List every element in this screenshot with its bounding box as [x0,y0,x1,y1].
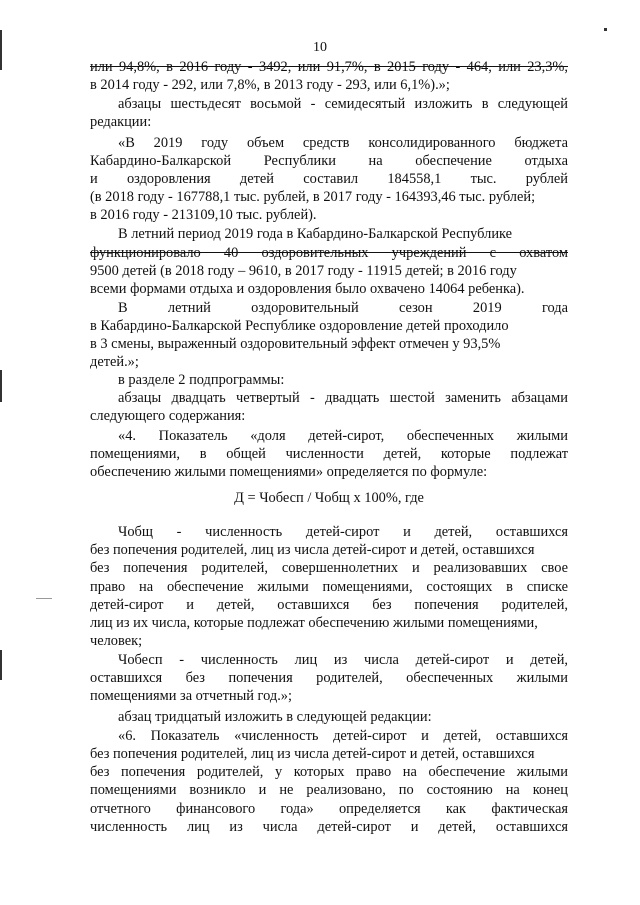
text-line: В летний оздоровительный сезон 2019 года [118,300,568,316]
text-line: Чобесп - численность лиц из числа детей-сирот и детей, [118,652,568,668]
scan-mark-left-dots [36,598,52,599]
text-line: абзац тридцатый изложить в следующей редакции: [118,709,432,725]
text-line: или 94,8%, в 2016 году - 3492, или 91,7%, в 2015 году - 464, или 23,3%, [90,59,568,75]
text-line: помещениями, в общей численности детей, которые подлежат [90,446,568,462]
text-line: в разделе 2 подпрограммы: [118,372,285,388]
text-line: «6. Показатель «численность детей-сирот и детей, оставшихся [118,728,568,744]
text-line: оставшихся без попечения родителей, обеспеченных жилыми [90,670,568,686]
text-line: право на обеспечение жилыми помещениями, состоящих в списке [90,579,568,595]
scan-mark-left-top [0,30,2,70]
text-line: Кабардино-Балкарской Республики на обеспечение отдыха [90,153,568,169]
text-line: численность лиц из числа детей-сирот и детей, оставшихся [90,819,568,835]
text-line: человек; [90,633,143,649]
text-line: следующего содержания: [90,408,246,424]
text-line: абзацы шестьдесят восьмой - семидесятый изложить в следующей [118,96,568,112]
text-line: «4. Показатель «доля детей-сирот, обеспеченных жилыми [118,428,568,444]
text-line: в Кабардино-Балкарской Республике оздоровление детей проходило [90,318,509,334]
text-line: обеспечению жилыми помещениями» определяется по формуле: [90,464,488,480]
scan-mark-left-low [0,650,2,680]
text-line: Д = Чобесп / Чобщ x 100%, где [234,490,424,506]
text-line: лиц из их числа, которые подлежат обеспечению жилыми помещениями, [90,615,538,631]
text-line: детей.»; [90,354,139,370]
text-line: без попечения родителей, совершеннолетних и реализовавших свое [90,560,568,576]
text-line: без попечения родителей, лиц из числа детей-сирот и детей, оставшихся [90,542,535,558]
text-line: помещениями за отчетный год.»; [90,688,292,704]
text-line: редакции: [90,114,152,130]
text-line: функционировало 40 оздоровительных учреждений с охватом [90,245,568,261]
text-line: детей-сирот и детей, оставшихся без попечения родителей, [90,597,568,613]
text-line: помещениями возникло и не реализовано, по состоянию на конец [90,782,568,798]
text-line: в 2014 году - 292, или 7,8%, в 2013 году - 293, или 6,1%).»; [90,77,450,93]
page-number: 10 [313,40,327,55]
text-line: в 2016 году - 213109,10 тыс. рублей). [90,207,317,223]
text-line: (в 2018 году - 167788,1 тыс. рублей, в 2017 году - 164393,46 тыс. рублей; [90,189,536,205]
text-line: в 3 смены, выраженный оздоровительный эффект отмечен у 93,5% [90,336,501,352]
text-line: всеми формами отдыха и оздоровления было охвачено 14064 ребенка). [90,281,525,297]
text-line: отчетного финансового года» определяется как фактическая [90,801,568,817]
text-line: «В 2019 году объем средств консолидированного бюджета [118,135,568,151]
text-line: без попечения родителей, лиц из числа детей-сирот и детей, оставшихся [90,746,535,762]
text-line: и оздоровления детей составил 184558,1 тыс. рублей [90,171,568,187]
text-line: абзацы двадцать четвертый - двадцать шестой заменить абзацами [118,390,568,406]
text-line: В летний период 2019 года в Кабардино-Балкарской Республике [118,226,513,242]
scan-mark-right [604,28,607,31]
text-line: 9500 детей (в 2018 году – 9610, в 2017 году - 11915 детей; в 2016 году [90,263,517,279]
scan-mark-left-mid [0,370,2,402]
text-line: Чобщ - численность детей-сирот и детей, оставшихся [118,524,568,540]
text-line: без попечения родителей, у которых право на обеспечение жилыми [90,764,568,780]
